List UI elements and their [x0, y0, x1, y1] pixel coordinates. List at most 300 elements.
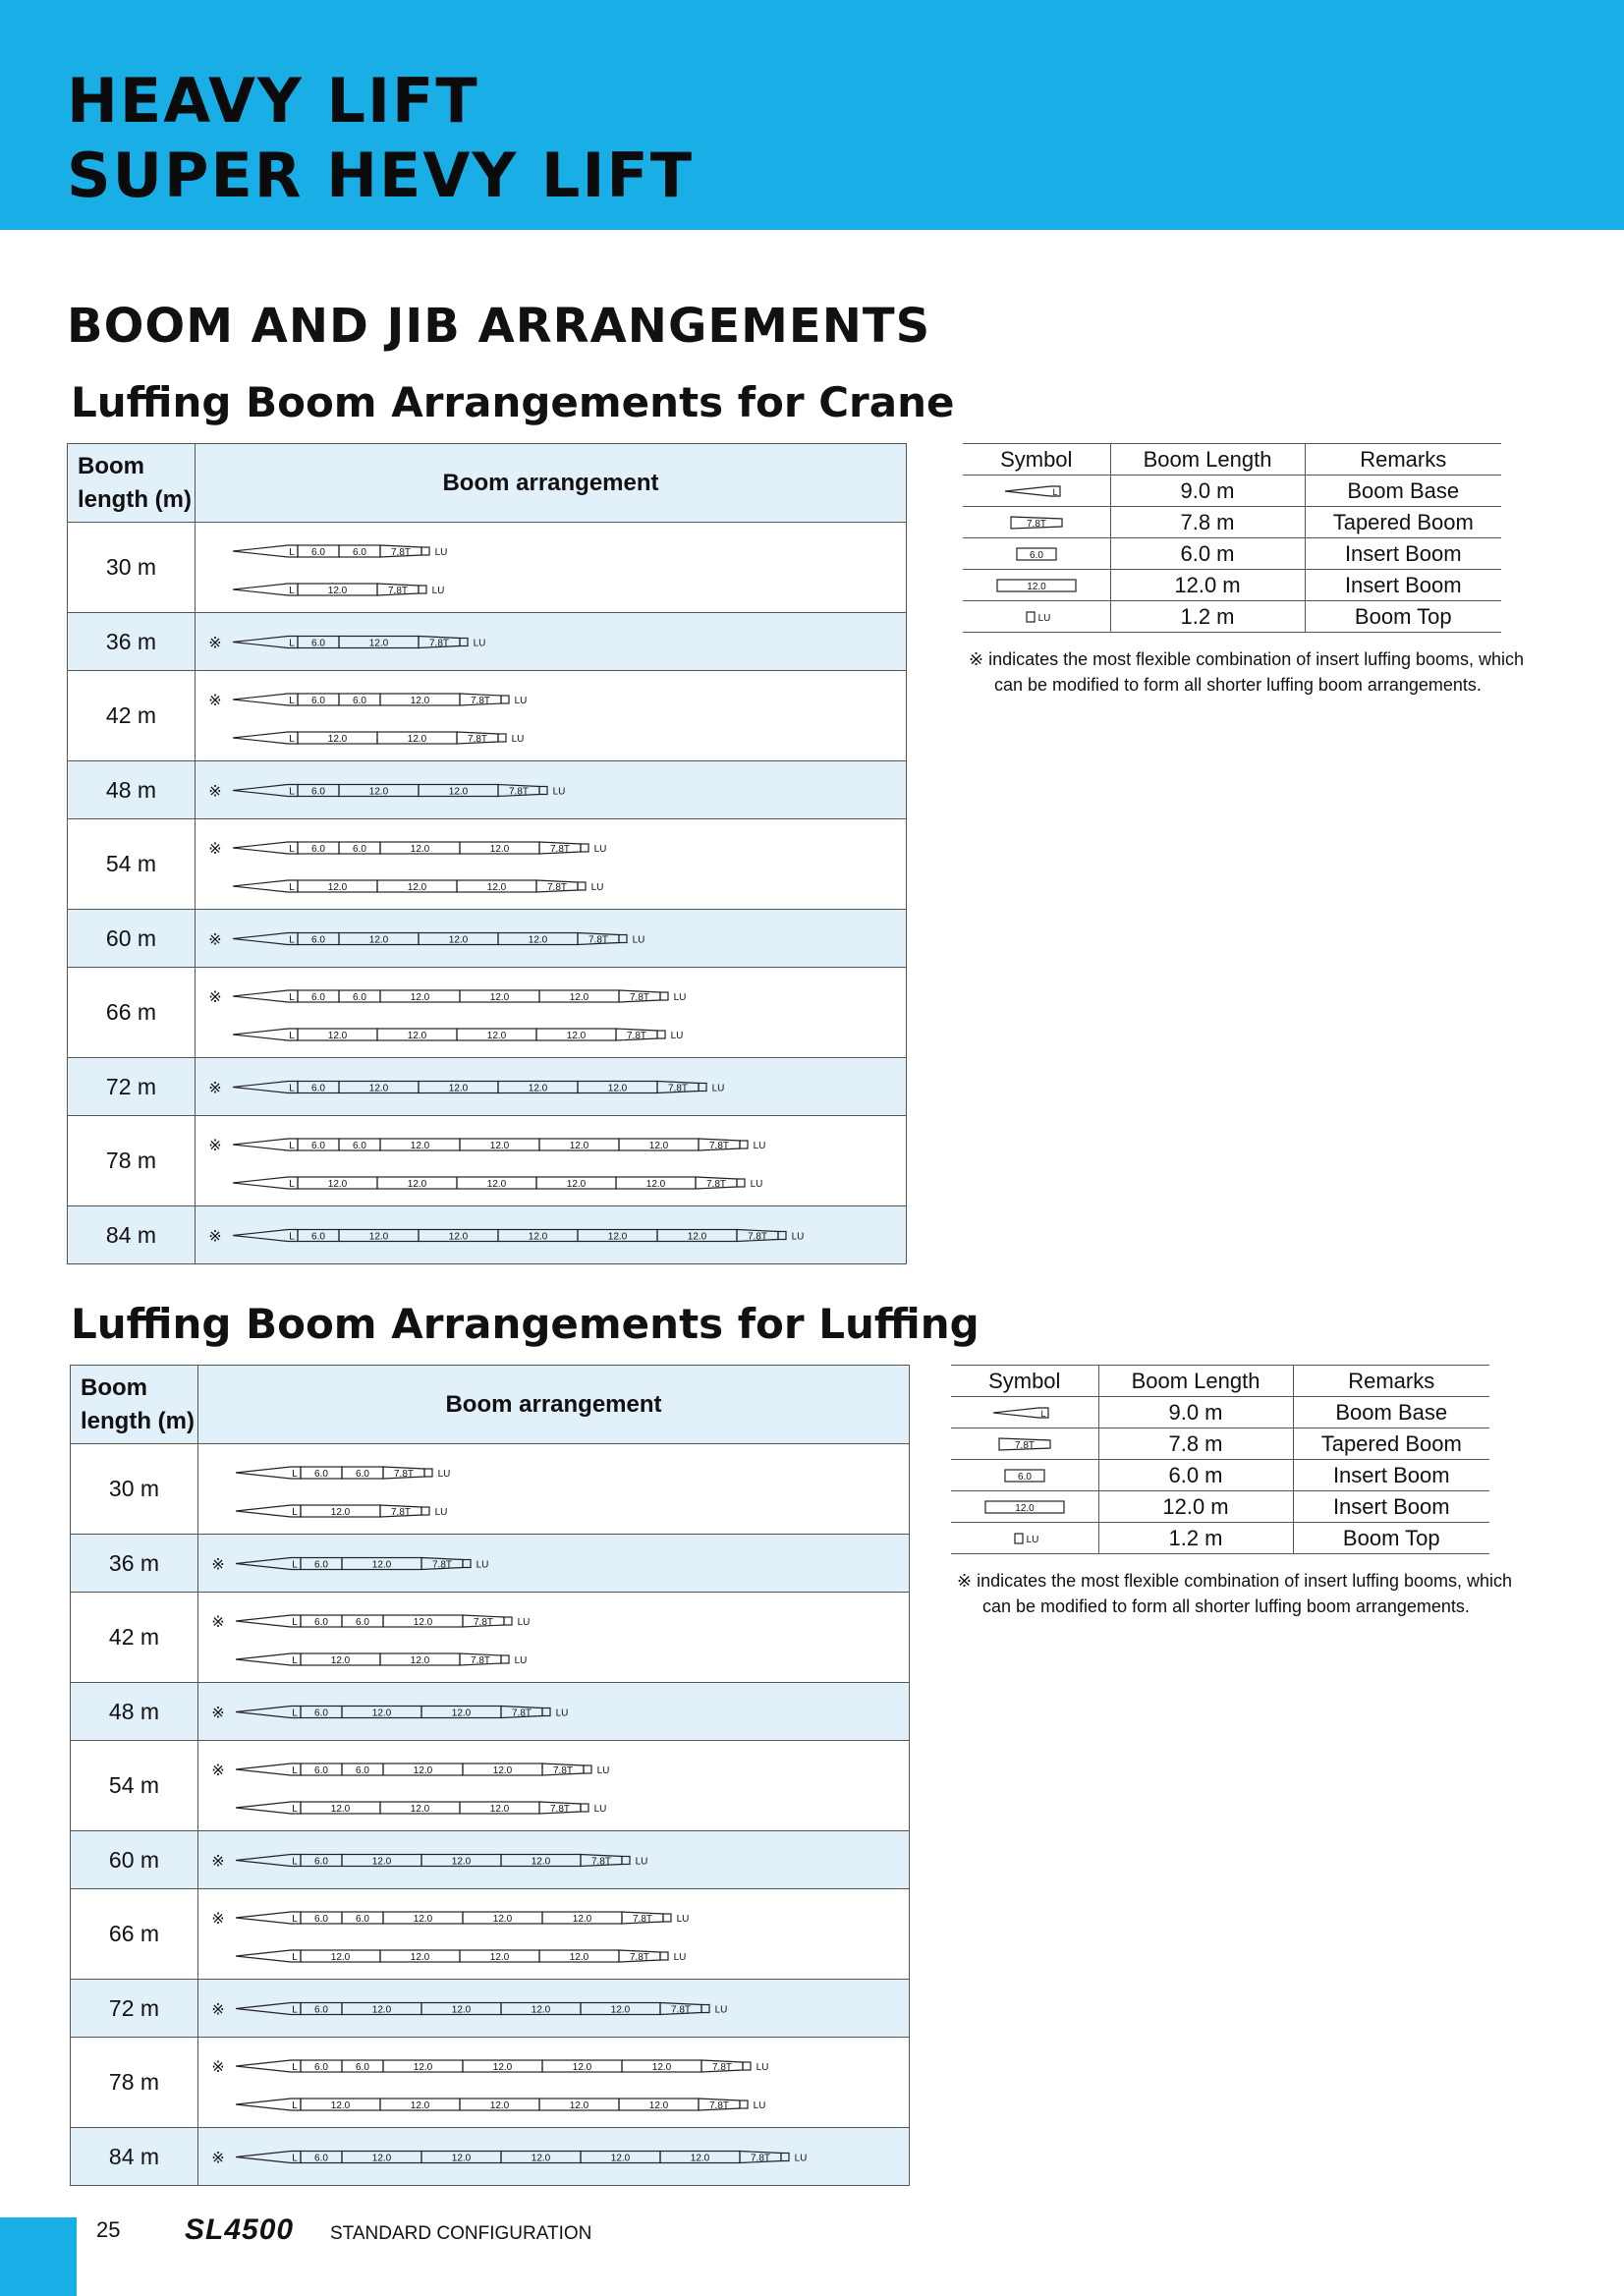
boom-arrangement-diagram [198, 1831, 906, 1889]
remarks-cell: Boom Base [1305, 476, 1501, 507]
boom-top-segment [584, 1765, 591, 1773]
flexible-combination-mark: ※ [211, 1911, 225, 1928]
flexible-combination-mark: ※ [211, 2001, 225, 2019]
segment-label: 12.0 [327, 1179, 348, 1190]
boom-top-segment [781, 2154, 789, 2161]
segment-label: 12.0 [569, 1141, 589, 1151]
segment-label: 12.0 [371, 2004, 392, 2016]
boom-symbol-diagram [951, 1524, 1098, 1553]
segment-label: 7.8T [431, 1559, 453, 1571]
boom-diagram [208, 636, 485, 652]
segment-label: 6.0 [353, 547, 366, 558]
boom-base-label: L [289, 844, 295, 855]
boom-arrangement-cell [196, 1116, 907, 1206]
boom-base-label: L [289, 1083, 295, 1094]
segment-label: 12.0 [690, 2153, 710, 2164]
boom-symbol-diagram [951, 1461, 1098, 1490]
segment-label: 12.0 [330, 1804, 351, 1815]
segment-label: 12.0 [327, 734, 348, 745]
segment-label: 7.8T [1014, 1439, 1036, 1451]
symbol-cell [963, 538, 1110, 570]
boom-top-label: LU [517, 1617, 531, 1628]
table-row [71, 1444, 910, 1535]
segment-label: 12.0 [645, 1179, 666, 1190]
boom-base-label: L [292, 1655, 298, 1666]
boom-diagram [208, 784, 565, 801]
segment-label: 12.0 [572, 1914, 592, 1925]
segment-label: 12.0 [1015, 1502, 1035, 1514]
segment-label: 12.0 [648, 2100, 669, 2111]
boom-diagram [208, 841, 606, 858]
flexible-combination-mark: ※ [211, 1705, 225, 1722]
boom-base-label: L [292, 1914, 298, 1925]
segment-label: 12.0 [572, 2062, 592, 2073]
segment-label: 12.0 [451, 1856, 472, 1868]
flexible-combination-mark: ※ [208, 1080, 222, 1097]
boom-arrangement-diagram [196, 1206, 903, 1264]
boom-base-segment [236, 1558, 301, 1570]
remarks-cell: Tapered Boom [1293, 1428, 1489, 1460]
segment-label: 12.0 [410, 1952, 430, 1963]
flexible-combination-note: ※ indicates the most flexible combination of insert luffing booms, which can be modified to form all shorter luffing boom arrangements. [957, 1571, 1513, 1616]
symbol-cell [951, 1397, 1098, 1428]
boom-arrangement-cell [196, 761, 907, 819]
segment-label: 12.0 [489, 2100, 510, 2111]
table-row [963, 507, 1501, 538]
boom-base-segment [233, 1230, 298, 1242]
boom-length-cell: 84 m [68, 1206, 196, 1264]
segment-label: 7.8T [747, 1231, 768, 1243]
boom-arrangement-cell [198, 1535, 910, 1593]
boom-top-label: LU [635, 1856, 648, 1868]
boom-length-cell: 9.0 m [1098, 1397, 1293, 1428]
segment-label: 7.8T [667, 1083, 689, 1094]
boom-symbol-diagram [951, 1492, 1098, 1522]
boom-arrangement-cell [196, 910, 907, 968]
boom-length-cell: 1.2 m [1110, 601, 1305, 633]
boom-diagram [208, 693, 527, 709]
segment-label: 12.0 [531, 1856, 551, 1868]
boom-symbol-diagram [963, 571, 1110, 600]
boom-length-cell: 30 m [68, 523, 196, 613]
boom-arrangement-cell [198, 1444, 910, 1535]
boom-length-cell: 66 m [71, 1889, 198, 1980]
boom-base-label: L [289, 1031, 295, 1041]
boom-base-label: L [292, 2062, 298, 2073]
boom-top-segment [542, 1708, 550, 1716]
segment-label: 12.0 [451, 2004, 472, 2016]
boom-base-segment [236, 1912, 301, 1924]
segment-label: 6.0 [1030, 549, 1043, 561]
segment-label: 12.0 [492, 2062, 513, 2073]
segment-label: 12.0 [569, 2100, 589, 2111]
boom-base-label: L [289, 1231, 295, 1243]
header-title-line2: SUPER HEVY LIFT [67, 140, 695, 211]
segment-label: 12.0 [448, 786, 469, 798]
boom-top-label: LU [670, 1031, 684, 1041]
segment-label: 12.0 [489, 1141, 510, 1151]
length-column-header: Boom length (m) [71, 1366, 198, 1444]
table-row [71, 1831, 910, 1889]
segment-label: 6.0 [314, 1617, 328, 1628]
boom-top-segment [701, 2005, 709, 2013]
segment-label: 12.0 [451, 2153, 472, 2164]
boom-top-label: LU [434, 1507, 448, 1518]
boom-arrangement-diagram [198, 1683, 906, 1741]
boom-top-label: LU [431, 586, 445, 596]
boom-length-cell: 12.0 m [1110, 570, 1305, 601]
boom-diagram [236, 1653, 527, 1666]
luffing-arrangement-table [70, 1365, 910, 2186]
boom-base-segment [233, 1029, 298, 1040]
boom-diagram [233, 1029, 683, 1041]
boom-length-cell: 60 m [68, 910, 196, 968]
table-row [71, 1889, 910, 1980]
flexible-combination-mark: ※ [211, 1614, 225, 1631]
boom-base-segment [236, 1802, 301, 1814]
boom-length-cell: 6.0 m [1098, 1460, 1293, 1491]
symbol-cell [951, 1460, 1098, 1491]
table-row [963, 570, 1501, 601]
segment-label: 6.0 [353, 992, 366, 1003]
table-row [71, 2128, 910, 2186]
segment-label: 12.0 [489, 844, 510, 855]
table-row [951, 1460, 1489, 1491]
boom-base-segment [236, 2099, 301, 2110]
boom-arrangement-diagram [198, 1444, 906, 1535]
boom-diagram [236, 2099, 765, 2111]
boom-top-label: LU [1026, 1534, 1039, 1545]
table-row [951, 1491, 1489, 1523]
segment-label: 6.0 [353, 1141, 366, 1151]
segment-label: 12.0 [327, 882, 348, 893]
boom-symbol-diagram [963, 539, 1110, 569]
boom-base-label: L [289, 882, 295, 893]
boom-arrangement-cell [196, 1058, 907, 1116]
boom-top-label: LU [514, 696, 528, 706]
boom-top-segment [660, 1952, 668, 1960]
boom-base-label: L [292, 1765, 298, 1776]
segment-label: 6.0 [356, 2062, 369, 2073]
boom-diagram [236, 1505, 447, 1518]
boom-base-label: L [292, 2004, 298, 2016]
boom-arrangement-cell [198, 1683, 910, 1741]
segment-label: 12.0 [610, 2004, 631, 2016]
boom-base-segment [233, 637, 298, 648]
symbol-cell [963, 507, 1110, 538]
segment-label: 6.0 [311, 992, 325, 1003]
remarks-cell: Boom Top [1293, 1523, 1489, 1554]
remarks-cell: Boom Base [1293, 1397, 1489, 1428]
boom-base-segment [233, 545, 298, 557]
boom-top-segment [581, 1804, 588, 1812]
segment-label: 12.0 [448, 1083, 469, 1094]
remarks-header: Remarks [1305, 444, 1501, 476]
segment-label: 12.0 [531, 2153, 551, 2164]
boom-top-symbol [1027, 612, 1035, 622]
segment-label: 7.8T [552, 1765, 574, 1776]
boom-top-label: LU [437, 1469, 451, 1480]
segment-label: 12.0 [610, 2153, 631, 2164]
crane-arrangement-table [67, 443, 907, 1264]
segment-label: 7.8T [629, 1952, 650, 1963]
segment-label: 6.0 [356, 1617, 369, 1628]
boom-arrangement-cell [196, 819, 907, 910]
boom-diagram [211, 2151, 807, 2167]
segment-label: 7.8T [508, 786, 530, 798]
table-row [963, 538, 1501, 570]
segment-label: 6.0 [314, 2004, 328, 2016]
boom-length-cell: 36 m [71, 1535, 198, 1593]
boom-length-cell: 72 m [68, 1058, 196, 1116]
boom-top-segment [498, 734, 506, 742]
boom-length-cell: 78 m [68, 1116, 196, 1206]
segment-label: 12.0 [371, 1708, 392, 1719]
segment-label: 6.0 [314, 1765, 328, 1776]
boom-top-label: LU [753, 1141, 766, 1151]
boom-top-label: LU [596, 1765, 610, 1776]
segment-label: 12.0 [1027, 581, 1046, 592]
segment-label: 12.0 [368, 1083, 389, 1094]
segment-label: 6.0 [311, 1083, 325, 1094]
boom-length-cell: 60 m [71, 1831, 198, 1889]
table-row [68, 523, 907, 613]
segment-label: 12.0 [407, 1179, 427, 1190]
boom-base-segment [233, 842, 298, 854]
boom-top-segment [421, 547, 429, 555]
boom-length-header: Boom Length [1098, 1366, 1293, 1397]
boom-arrangement-cell [198, 1980, 910, 2038]
segment-label: 12.0 [531, 2004, 551, 2016]
header-title-line1: HEAVY LIFT [67, 65, 479, 137]
flexible-combination-mark: ※ [208, 841, 222, 858]
boom-length-cell: 12.0 m [1098, 1491, 1293, 1523]
segment-label: 12.0 [368, 638, 389, 649]
boom-base-label: L [289, 992, 295, 1003]
boom-diagram [211, 1763, 609, 1779]
segment-label: 7.8T [588, 934, 609, 946]
segment-label: 12.0 [407, 1031, 427, 1041]
boom-diagram [233, 732, 524, 745]
boom-length-cell: 54 m [71, 1741, 198, 1831]
symbol-cell [951, 1523, 1098, 1554]
boom-arrangement-diagram [196, 1116, 903, 1206]
boom-diagram [236, 1950, 686, 1963]
boom-base-label: L [292, 1952, 298, 1963]
boom-top-segment [657, 1031, 665, 1038]
segment-label: 7.8T [470, 1655, 491, 1666]
table-row [68, 819, 907, 910]
boom-arrangement-cell [198, 1741, 910, 1831]
segment-label: 12.0 [330, 2100, 351, 2111]
table-row [963, 476, 1501, 507]
boom-diagram [208, 1138, 765, 1154]
boom-top-segment [699, 1084, 706, 1092]
boom-top-label: LU [711, 1083, 725, 1094]
boom-base-segment [236, 2152, 301, 2163]
luffing-section-title: Luffing Boom Arrangements for Luffing [71, 1300, 980, 1348]
segment-label: 6.0 [314, 1914, 328, 1925]
boom-base-segment [233, 990, 298, 1002]
boom-arrangement-diagram [198, 2038, 906, 2128]
boom-arrangement-cell [198, 2038, 910, 2128]
table-row [68, 671, 907, 761]
boom-base-label: L [289, 934, 295, 946]
boom-base-label: L [289, 734, 295, 745]
segment-label: 7.8T [390, 1507, 412, 1518]
boom-base-label: L [1040, 1408, 1046, 1419]
boom-base-segment [236, 2060, 301, 2072]
segment-label: 12.0 [486, 882, 507, 893]
remarks-cell: Tapered Boom [1305, 507, 1501, 538]
boom-arrangement-diagram [196, 671, 903, 761]
boom-arrangement-diagram [198, 1593, 906, 1683]
boom-top-label: LU [511, 734, 525, 745]
boom-top-segment [622, 1857, 630, 1865]
boom-length-cell: 36 m [68, 613, 196, 671]
boom-diagram [211, 1557, 488, 1574]
boom-diagram [233, 584, 444, 596]
table-row [71, 1593, 910, 1683]
segment-label: 12.0 [486, 1031, 507, 1041]
boom-diagram [236, 1467, 450, 1480]
boom-top-label: LU [434, 547, 448, 558]
boom-arrangement-cell [198, 1593, 910, 1683]
segment-label: 7.8T [1026, 518, 1047, 530]
segment-label: 6.0 [1018, 1471, 1032, 1483]
boom-arrangement-diagram [198, 2128, 906, 2186]
segment-label: 12.0 [489, 1804, 510, 1815]
segment-label: 12.0 [651, 2062, 672, 2073]
segment-label: 12.0 [413, 2062, 433, 2073]
boom-top-segment [660, 992, 668, 1000]
boom-top-label: LU [590, 882, 604, 893]
boom-base-label: L [292, 1617, 298, 1628]
segment-label: 12.0 [368, 786, 389, 798]
segment-label: 12.0 [413, 1617, 433, 1628]
boom-base-segment [236, 2003, 301, 2015]
boom-arrangement-diagram [196, 1058, 903, 1116]
segment-label: 7.8T [470, 696, 491, 706]
segment-label: 12.0 [407, 734, 427, 745]
boom-base-segment [236, 1615, 301, 1627]
boom-top-label: LU [753, 2100, 766, 2111]
table-row [68, 613, 907, 671]
boom-length-cell: 30 m [71, 1444, 198, 1535]
boom-base-segment [236, 1855, 301, 1867]
boom-top-segment [501, 1655, 509, 1663]
segment-label: 6.0 [314, 2062, 328, 2073]
page-number: 25 [96, 2217, 121, 2242]
boom-symbol-diagram [963, 476, 1110, 506]
table-row [68, 1206, 907, 1264]
segment-label: 7.8T [632, 1914, 653, 1925]
boom-top-label: LU [552, 786, 566, 798]
boom-base-segment [233, 880, 298, 892]
table-row [951, 1523, 1489, 1554]
boom-top-segment [581, 844, 588, 852]
segment-label: 12.0 [371, 1856, 392, 1868]
symbol-header: Symbol [963, 444, 1110, 476]
boom-length-cell: 84 m [71, 2128, 198, 2186]
segment-label: 12.0 [368, 1231, 389, 1243]
boom-base-label: L [289, 786, 295, 798]
crane-section-title: Luffing Boom Arrangements for Crane [71, 378, 955, 426]
boom-base-label: L [289, 1179, 295, 1190]
segment-label: 7.8T [670, 2004, 692, 2016]
flexible-combination-mark: ※ [208, 1138, 222, 1154]
boom-base-label: L [292, 1856, 298, 1868]
boom-top-segment [740, 1141, 748, 1148]
table-row [68, 1116, 907, 1206]
boom-top-segment [578, 882, 586, 890]
boom-arrangement-diagram [196, 910, 903, 968]
table-row [68, 761, 907, 819]
boom-length-cell: 9.0 m [1110, 476, 1305, 507]
segment-label: 7.8T [750, 2153, 771, 2164]
segment-label: 12.0 [327, 1031, 348, 1041]
boom-arrangement-diagram [196, 968, 903, 1058]
segment-label: 12.0 [368, 934, 389, 946]
boom-top-segment [463, 1560, 471, 1568]
boom-arrangement-cell [196, 671, 907, 761]
segment-label: 6.0 [314, 1708, 328, 1719]
boom-length-cell: 1.2 m [1098, 1523, 1293, 1554]
table-row [951, 1397, 1489, 1428]
boom-top-label: LU [593, 844, 607, 855]
boom-top-label: LU [632, 934, 645, 946]
segment-label: 12.0 [528, 1083, 548, 1094]
boom-base-segment [233, 1139, 298, 1150]
boom-base-label: L [289, 1141, 295, 1151]
segment-label: 6.0 [311, 638, 325, 649]
boom-top-label: LU [794, 2153, 808, 2164]
boom-top-segment [501, 696, 509, 703]
segment-label: 7.8T [393, 1469, 415, 1480]
segment-label: 12.0 [492, 1914, 513, 1925]
flexible-combination-mark: ※ [208, 783, 222, 801]
boom-arrangement-diagram [196, 761, 903, 819]
boom-top-segment [419, 586, 426, 593]
boom-base-segment [236, 1467, 301, 1479]
segment-label: 12.0 [489, 1952, 510, 1963]
boom-base-label: L [289, 586, 295, 596]
symbol-cell [963, 601, 1110, 633]
boom-top-label: LU [593, 1804, 607, 1815]
remarks-cell: Insert Boom [1305, 538, 1501, 570]
table-row [68, 968, 907, 1058]
table-row [68, 910, 907, 968]
segment-label: 6.0 [353, 696, 366, 706]
flexible-combination-mark: ※ [208, 931, 222, 949]
segment-label: 12.0 [569, 1952, 589, 1963]
segment-label: 12.0 [371, 1559, 392, 1571]
boom-diagram [233, 545, 447, 558]
segment-label: 12.0 [410, 1655, 430, 1666]
boom-diagram [208, 1229, 804, 1246]
boom-base-label: L [292, 1469, 298, 1480]
boom-length-cell: 7.8 m [1110, 507, 1305, 538]
segment-label: 7.8T [705, 1179, 727, 1190]
segment-label: 12.0 [410, 2100, 430, 2111]
boom-diagram [233, 880, 603, 893]
boom-symbol-diagram [951, 1398, 1098, 1428]
table-row [71, 1683, 910, 1741]
boom-base-label: L [292, 1708, 298, 1719]
segment-label: 12.0 [607, 1083, 628, 1094]
segment-label: 6.0 [353, 844, 366, 855]
table-row [951, 1428, 1489, 1460]
